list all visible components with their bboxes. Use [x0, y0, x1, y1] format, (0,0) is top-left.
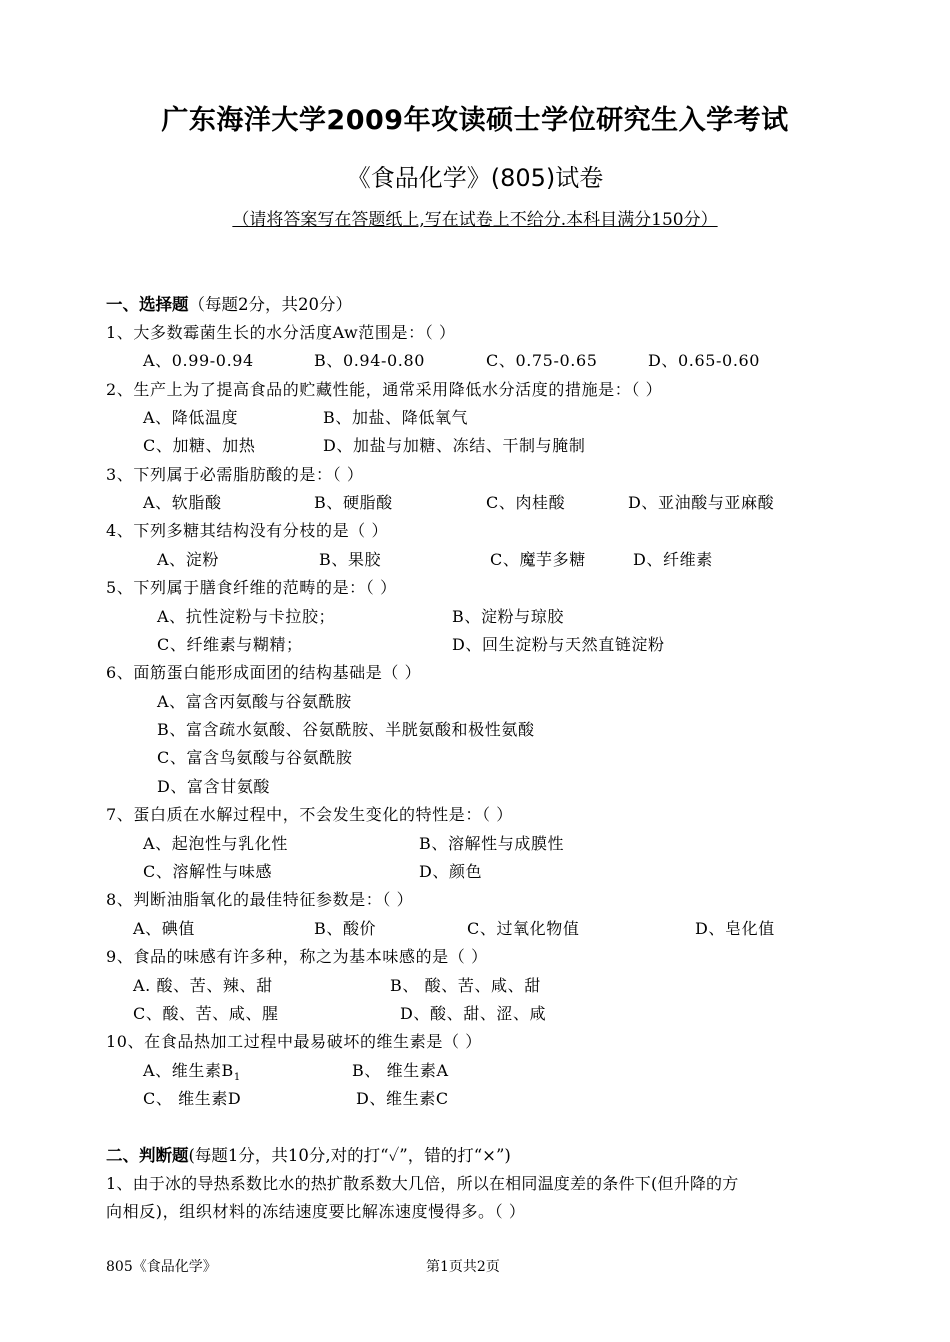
q5-option-a: A、抗性淀粉与卡拉胶；: [157, 607, 336, 626]
q6-option-d: D、富含甘氨酸: [157, 777, 271, 796]
q6-option-b: B、富含疏水氨酸、谷氨酰胺、半胱氨酸和极性氨酸: [157, 720, 535, 739]
q1-option-b: B、0.94-0.80: [314, 351, 426, 370]
q4-option-a: A、淀粉: [157, 550, 219, 569]
q10-option-c: C、 维生素D: [143, 1089, 242, 1108]
q8-option-b: B、酸价: [314, 919, 377, 938]
question-5: 5、下列属于膳食纤维的范畴的是：（ ）: [106, 578, 397, 597]
q5-option-c: C、纤维素与糊精；: [157, 635, 303, 654]
question-2: 2、生产上为了提高食品的贮藏性能，通常采用降低水分活度的措施是：（ ）: [106, 380, 663, 399]
exam-title: 广东海洋大学2009年攻读硕士学位研究生入学考试: [161, 105, 789, 136]
question-3: 3、下列属于必需脂肪酸的是：（ ）: [106, 465, 364, 484]
q1-option-d: D、0.65-0.60: [648, 351, 761, 370]
q1-option-a: A、0.99-0.94: [143, 351, 254, 370]
q10-option-a-subscript: 1: [233, 1072, 241, 1084]
q4-option-c: C、魔芋多糖: [490, 550, 586, 569]
q8-option-a: A、碘值: [133, 919, 195, 938]
q3-option-b: B、硬脂酸: [314, 493, 393, 512]
q6-option-c: C、富含鸟氨酸与谷氨酰胺: [157, 748, 353, 767]
question-7: 7、蛋白质在水解过程中，不会发生变化的特性是：（ ）: [106, 805, 513, 824]
q3-option-d: D、亚油酸与亚麻酸: [628, 493, 775, 512]
q10-option-b: B、 维生素A: [352, 1061, 449, 1080]
footer-course: 805《食品化学》: [106, 1259, 217, 1275]
question-6: 6、面筋蛋白能形成面团的结构基础是（ ）: [106, 663, 422, 682]
q8-option-d: D、皂化值: [695, 919, 775, 938]
exam-instructions: [0, 205, 950, 230]
footer-page-number: 第1页共2页: [426, 1259, 500, 1275]
q7-option-b: B、溶解性与成膜性: [419, 834, 565, 853]
q7-option-c: C、溶解性与味感: [143, 862, 273, 881]
tf-question-1-line2: 向相反)，组织材料的冻结速度要比解冻速度慢得多。（ ）: [106, 1202, 526, 1221]
q4-option-d: D、纤维素: [633, 550, 713, 569]
question-9: 9、食品的味感有许多种，称之为基本味感的是（ ）: [106, 947, 488, 966]
section2-title: 二、判断题: [106, 1146, 189, 1165]
q10-option-d: D、维生素C: [356, 1089, 449, 1108]
question-1: 1、大多数霉菌生长的水分活度Aw范围是：（ ）: [106, 323, 456, 342]
section1-info: （每题2分，共20分）: [188, 295, 352, 314]
q5-option-b: B、淀粉与琼胶: [452, 607, 564, 626]
q9-option-a: A. 酸、苦、辣、甜: [133, 976, 273, 995]
q4-option-b: B、果胶: [319, 550, 382, 569]
q9-option-c: C、酸、苦、咸、腥: [133, 1004, 279, 1023]
q6-option-a: A、富含丙氨酸与谷氨酰胺: [157, 692, 352, 711]
q2-option-a: A、降低温度: [143, 408, 239, 427]
question-8: 8、判断油脂氧化的最佳特征参数是：（ ）: [106, 890, 414, 909]
section2-heading: [106, 1142, 511, 1166]
q5-option-d: D、回生淀粉与天然直链淀粉: [452, 635, 665, 654]
q7-option-d: D、颜色: [419, 862, 483, 881]
exam-subtitle: 《食品化学》(805)试卷: [346, 164, 604, 192]
section1-heading: [106, 291, 352, 315]
q8-option-c: C、过氧化物值: [467, 919, 580, 938]
section2-info: (每题1分，共10分,对的打“✓”，错的打“×”): [188, 1146, 511, 1165]
q9-option-b: B、 酸、苦、咸、甜: [390, 976, 541, 995]
q10-option-a: [143, 1058, 241, 1083]
exam-instructions-text: （请将答案写在答题纸上,写在试卷上不给分.本科目满分150分）: [232, 210, 718, 230]
q10-option-a-text: A、维生素B: [143, 1061, 234, 1080]
question-10: 10、在食品热加工过程中最易破坏的维生素是（ ）: [106, 1032, 482, 1051]
tf-question-1-line1: 1、由于冰的导热系数比水的热扩散系数大几倍，所以在相同温度差的条件下(但升降的方: [106, 1174, 739, 1193]
q2-option-c: C、加糖、加热: [143, 436, 256, 455]
section1-title: 一、选择题: [106, 295, 189, 314]
q3-option-a: A、软脂酸: [143, 493, 222, 512]
q2-option-b: B、加盐、降低氧气: [323, 408, 469, 427]
q7-option-a: A、起泡性与乳化性: [143, 834, 288, 853]
question-4: 4、下列多糖其结构没有分枝的是（ ）: [106, 521, 389, 540]
q2-option-d: D、加盐与加糖、冻结、干制与腌制: [323, 436, 586, 455]
q3-option-c: C、肉桂酸: [486, 493, 566, 512]
q1-option-c: C、0.75-0.65: [486, 351, 598, 370]
q9-option-d: D、酸、甜、涩、咸: [400, 1004, 547, 1023]
